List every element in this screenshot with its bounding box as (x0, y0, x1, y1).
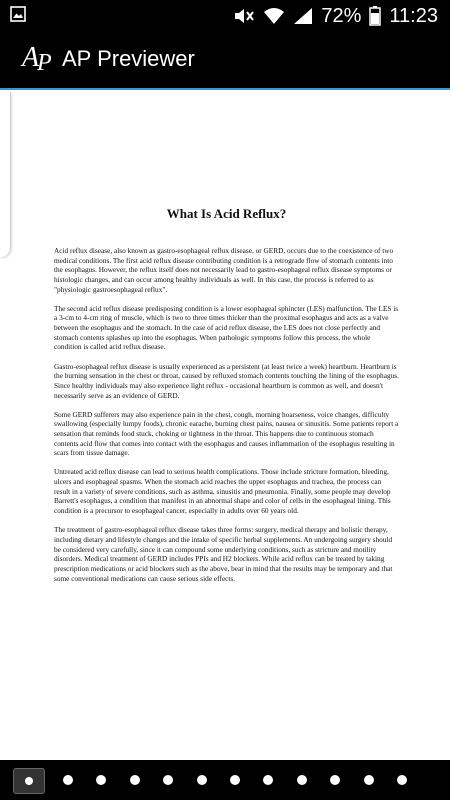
document-paragraph: Acid reflux disease, also known as gastro-esophageal reflux disease, or GERD, occurs due to the coexistence of two medical conditions. The first acid reflux disease contributing condition is a retrograde flow of stomach contents into the esophagus. However, the reflux itself does not necessarily lead to gastro-esophageal reflux disease symptoms or histologic changes, and can occur among healthy individuals as well. In this case, the process is referred to as "physiologic gastroesophageal reflux". (54, 246, 394, 294)
page-dot[interactable] (230, 775, 240, 785)
page-indicator (0, 760, 450, 800)
page-dot[interactable] (163, 775, 173, 785)
document-title: What Is Acid Reflux? (166, 206, 287, 221)
page-dot[interactable] (96, 775, 106, 785)
wifi-icon (263, 7, 285, 25)
page-dot[interactable] (364, 775, 374, 785)
previous-page-edge[interactable] (0, 92, 11, 257)
current-page-dot-icon (25, 777, 33, 785)
app-title: AP Previewer (62, 46, 195, 71)
page-dot[interactable] (330, 775, 340, 785)
status-bar (0, 0, 450, 32)
app-logo-icon[interactable]: A P (22, 42, 52, 76)
battery-percent: 72% (321, 4, 362, 27)
page-dot[interactable] (63, 775, 73, 785)
mute-icon (233, 7, 255, 25)
signal-icon (293, 7, 313, 25)
clock: 11:23 (389, 4, 438, 27)
document-paragraph: Untreated acid reflux disease can lead to serious health complications. Those include stricture formation, bleeding, ulcers and esophageal spasms. When the stomach acid reaches the upper esophagus and trachea, the process can result in a variety of severe conditions, such as asthma, sinusitis and pneumonia. Finally, some people may develop Barrett's esophagus, a condition that manifest in an abnormal shape and color of cells in the esophageal lining. This condition is a precursor to esophageal cancer, especially in adults over 60 years old. (54, 467, 391, 516)
app-bar (0, 32, 450, 90)
page-dot[interactable] (297, 775, 307, 785)
page-dot[interactable] (263, 775, 273, 785)
document-paragraph: The second acid reflux disease predisposing condition is a lower esophageal sphincter (LES) malfunction. The LES is a 3-cm to 4-cm ring of muscle, which is two to three times thicker than the proximal esophagus and acts as a valve between the esophagus and the stomach. In the case of acid reflux disease, the LES does not close perfectly and stomach contents splashes up into the esophagus. When pathologic symptoms follow this process, the whole condition is called acid reflux disease. (54, 303, 399, 352)
page-dot[interactable] (397, 775, 407, 785)
document-viewport[interactable] (0, 90, 450, 760)
battery-icon (369, 6, 381, 26)
document-paragraph: Gastro-esophageal reflux disease is usually experienced as a persistent (at least twice a week) heartburn. Heartburn is the burning sensation in the chest or throat, caused by refluxed stomach contents touching the lining of the esophagus. Since healthy individuals may also experience light reflux - occasional heartburn is common as well, and doesn't necessarily serve as an evidence of GERD. (54, 361, 399, 400)
page-dot[interactable] (197, 775, 207, 785)
page-dot[interactable] (130, 775, 140, 785)
page-dot-current[interactable] (13, 768, 45, 794)
document-paragraph: The treatment of gastro-esophageal reflux disease takes three forms: surgery, medical therapy and holistic therapy, including dietary and lifestyle changes and the intake of specific herbal supplements. An undergoing surgery should be considered very carefully, since it can compound some underlying conditions, such as stricture and motility disorders. Medical treatment of GERD includes PPIs and H2 blockers. While acid reflux can be treated by taking prescription medications or acid blockers such as the above, bear in mind that the results may be temporary and that some conventional medications can cause serious side effects. (54, 525, 393, 583)
document-paragraph: Some GERD sufferers may also experience pain in the chest, cough, morning hoarseness, voice changes, difficulty swallowing (especially lumpy foods), chronic earache, burning chest pains, nausea or sinusitis. Some patients report a sensation that reminds food stuck, choking or tightness in the throat. This happens due to continuous stomach contents acid flow that comes into contact with the esophagus and causes inflammation of the esophagus resulting in scars from tissue damage. (54, 409, 399, 458)
document-page (54, 206, 399, 593)
gallery-notification-icon (10, 6, 26, 22)
